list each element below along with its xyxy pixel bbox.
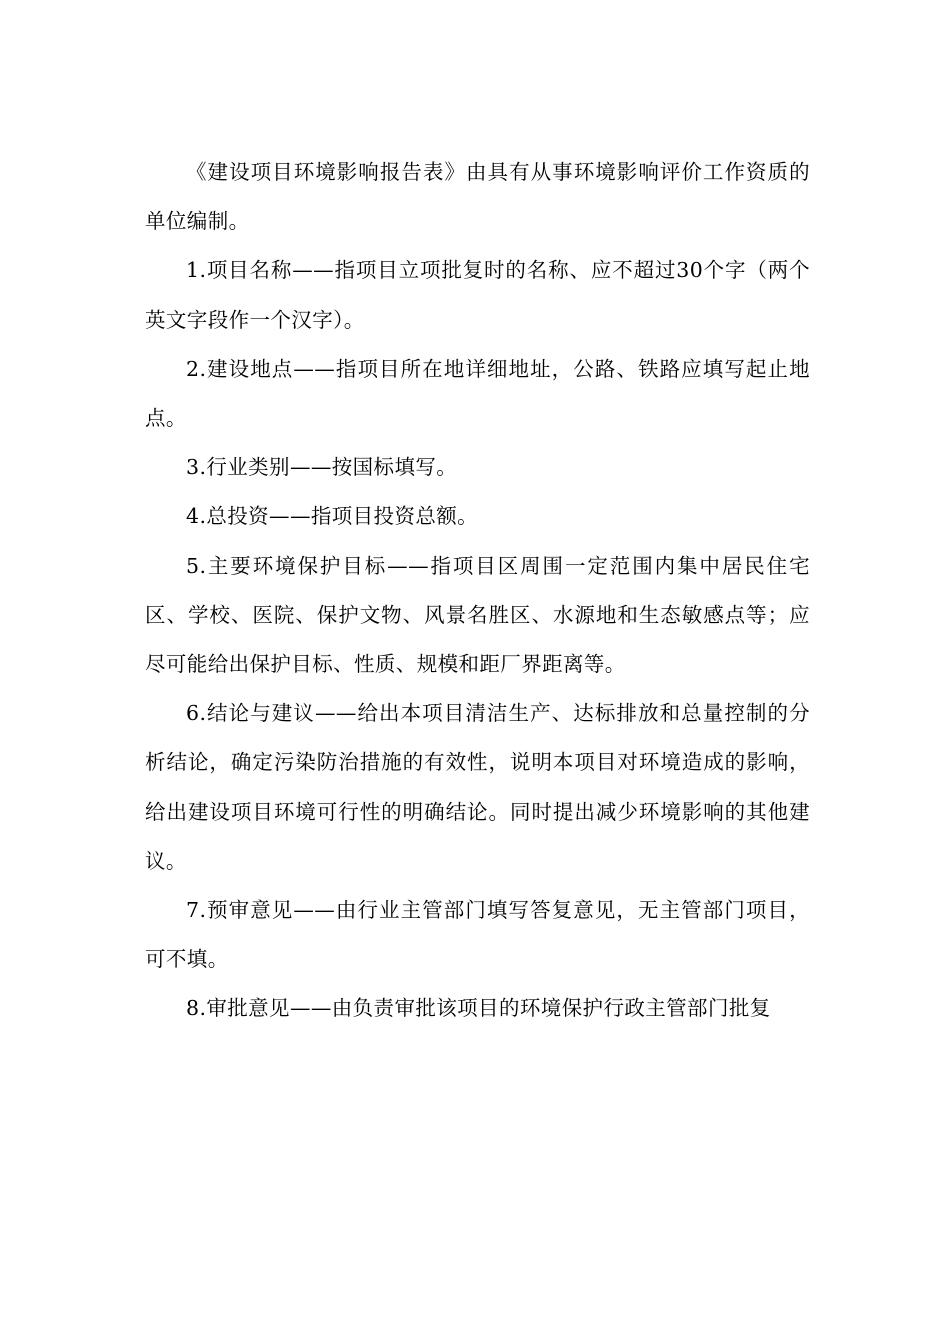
paragraph-construction-site: 2.建设地点——指项目所在地详细地址，公路、铁路应填写起止地点。: [145, 356, 810, 431]
paragraph-approval: 8.审批意见——由负责审批该项目的环境保护行政主管部门批复: [186, 996, 771, 1021]
paragraph-industry-category: 3.行业类别——按国标填写。: [186, 455, 458, 480]
paragraph-conclusions: 6.结论与建议——给出本项目清洁生产、达标排放和总量控制的分析结论，确定污染防治措施的有效性，说明本项目对环境造成的影响，给出建设项目环境可行性的明确结论。同时提出减少环境影响的其他建议。: [145, 701, 810, 873]
paragraph-total-investment: 4.总投资——指项目投资总额。: [186, 504, 479, 529]
paragraph-intro: 《建设项目环境影响报告表》由具有从事环境影响评价工作资质的单位编制。: [145, 160, 810, 234]
paragraph-protection-targets: 5.主要环境保护目标——指项目区周围一定范围内集中居民住宅区、学校、医院、保护文物、风景名胜区、水源地和生态敏感点等；应尽可能给出保护目标、性质、规模和距厂界距离等。: [145, 553, 810, 677]
instructions-body: [145, 148, 810, 1034]
paragraph-pre-review: 7.预审意见——由行业主管部门填写答复意见，无主管部门项目，可不填。: [145, 898, 810, 972]
paragraph-project-name: 1.项目名称——指项目立项批复时的名称、应不超过30个字（两个英文字段作一个汉字）。: [145, 258, 810, 332]
